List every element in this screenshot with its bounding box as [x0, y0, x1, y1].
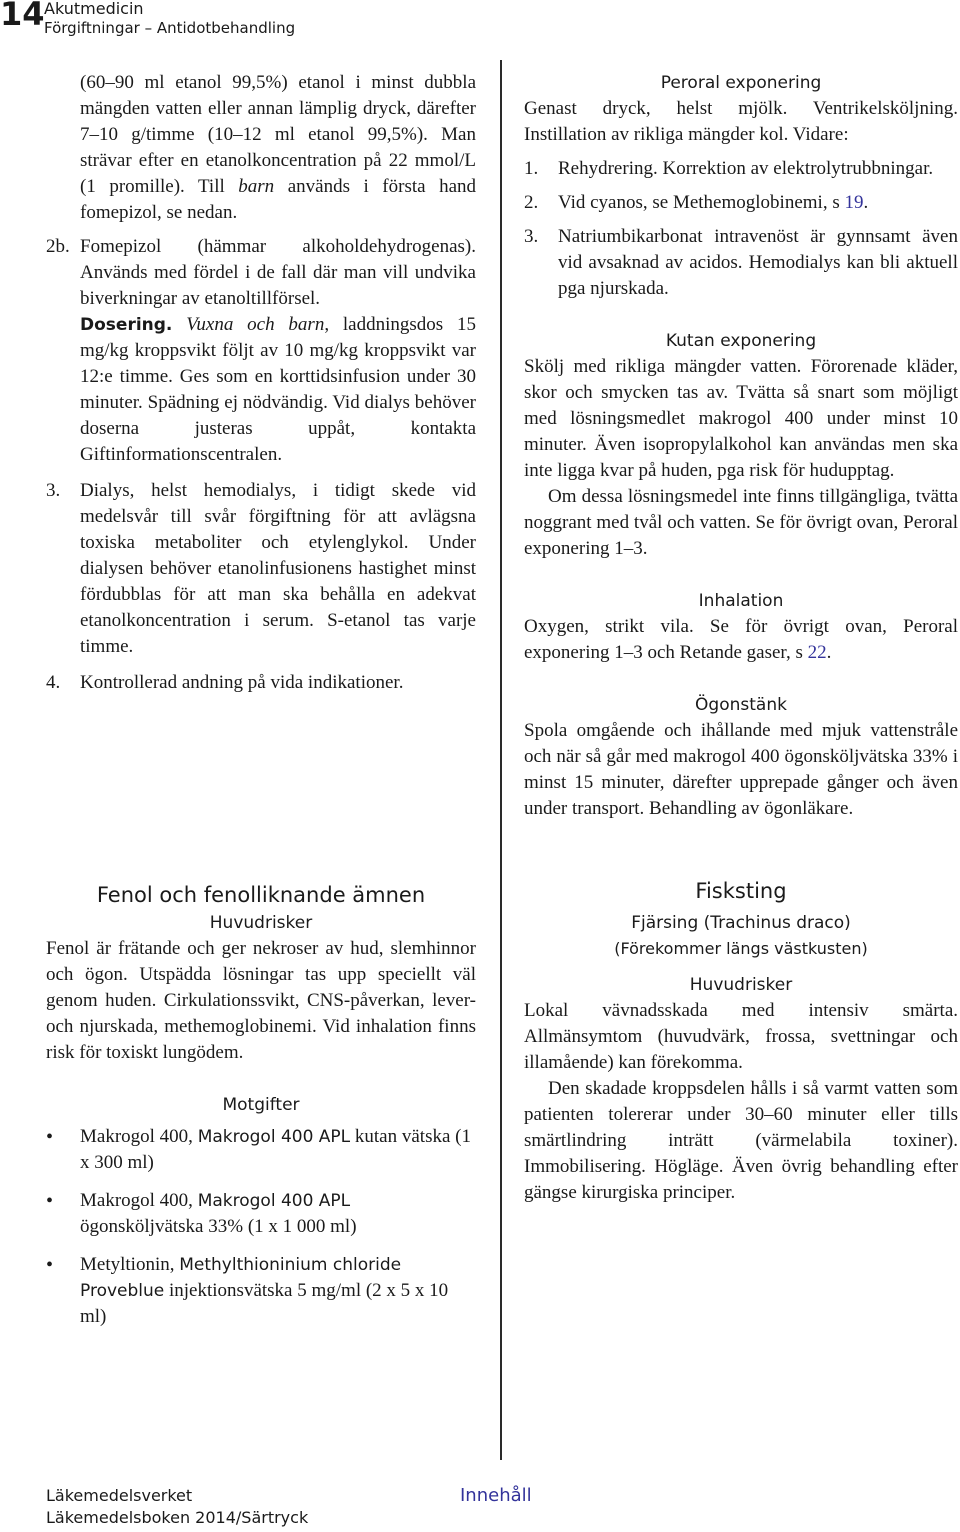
- huvudrisker-2-text: Lokal vävnadsskada med intensiv smärta. Allmänsymtom (huvudvärk, frossa, svettningar och illamående) kan förekomma.: [524, 1000, 958, 1073]
- kutan-text-2: Om dessa lösningsmedel inte finns tillgängliga, tvätta noggrant med tvål och vatten. Se för övrigt ovan, Peroral exponering 1–3.: [524, 486, 958, 559]
- running-header-subsection: Förgiftningar – Antidotbehandling: [44, 19, 296, 37]
- fjarsing-heading: Fjärsing (Trachinus draco): [631, 913, 851, 933]
- peroral-item-3: 3. Natriumbikarbonat intravenöst är gynnsamt även vid avsaknad av acidos. Hemodialys kan bli aktuell pga njurskada.: [524, 226, 958, 299]
- page-link-19[interactable]: 19: [844, 192, 864, 213]
- left-column: [46, 70, 477, 696]
- peroral-heading: Peroral exponering: [660, 73, 822, 93]
- list-item-3: 3. Dialys, helst hemodialys, i tidigt skede vid medelsvår till svår förgiftning för att avlägsna toxiska metaboliter och etylenglykol. Under dialysen behöver etanolinfusionens hastighet minst fördubblas för att man ska behålla en adekvat etanolkoncentration i serum. S-etanol tas varje timme.: [46, 480, 476, 657]
- bullet-icon: •: [46, 1190, 54, 1212]
- antidote-item: • Makrogol 400, Makrogol 400 APL kutan vätska (1 x 300 ml): [46, 1124, 476, 1176]
- list-item-4: 4. Kontrollerad andning på vida indikationer.: [46, 672, 404, 693]
- footer-edition: Läkemedelsboken 2014/Särtryck: [46, 1508, 309, 1527]
- page-link-22[interactable]: 22: [807, 642, 827, 663]
- huvudrisker-2-text-2: Den skadade kroppsdelen hålls i så varmt vatten som patienten tolererar under 30–60 minuter eller tills smärtlindring inträtt (värmelabila toxiner). Immobilisering. Högläge. Även övrig behandling efter gängse kirurgiska principer.: [524, 1078, 958, 1203]
- footer-publisher: Läkemedelsverket: [46, 1486, 193, 1505]
- right-column: [524, 70, 958, 1206]
- ogonstank-heading: Ögonstänk: [695, 695, 787, 715]
- ogonstank-text: Spola omgående och ihållande med mjuk vattenstråle och när så går med makrogol 400 ögonsköljvätska 33% i minst 15 minuter, därefter upprepade gånger och även under transport. Behandling av ögonläkare.: [524, 720, 958, 819]
- antidote-item: • Makrogol 400, Makrogol 400 APL ögonsköljvätska 33% (1 x 1 000 ml): [46, 1188, 476, 1240]
- page-number: 14: [0, 0, 45, 33]
- huvudrisker-heading: Huvudrisker: [209, 913, 313, 933]
- bullet-icon: •: [46, 1126, 54, 1148]
- running-header-section: Akutmedicin: [44, 0, 144, 18]
- fenol-heading: Fenol och fenolliknande ämnen: [96, 883, 426, 907]
- inhalation-text: Oxygen, strikt vila. Se för övrigt ovan, Peroral exponering 1–3 och Retande gaser, s 22.: [524, 616, 958, 663]
- peroral-item-2: 2. Vid cyanos, se Methemoglobinemi, s 19.: [524, 192, 869, 213]
- antidote-item: • Metyltionin, Methylthioninium chloride Proveblue injektionsvätska 5 mg/ml (2 x 5 x 10 ml): [46, 1252, 476, 1330]
- toc-link[interactable]: Innehåll: [460, 1485, 532, 1506]
- kutan-heading: Kutan exponering: [665, 331, 817, 351]
- continuation-paragraph: (60–90 ml etanol 99,5%) etanol i minst dubbla mängden vatten eller annan lämplig dryck, därefter 7–10 g/timme (10–12 ml etanol 99,5%). Man strävar efter en etanolkoncentration på 22 mmol/L (1 promille). Till barn används i första hand fomepizol, se nedan.: [80, 72, 477, 223]
- huvudrisker-2-heading: Huvudrisker: [689, 975, 793, 995]
- column-divider: [500, 60, 502, 1460]
- kutan-text: Skölj med rikliga mängder vatten. Förorenade kläder, skor och smycken tas av. Tvätta så snart som möjligt med lösningsmedlet makrogol 400 under minst 10 minuter. Även isopropylalkohol kan användas men ska inte ligga kvar på huden, pga risk för hudupptag.: [524, 356, 958, 481]
- bullet-icon: •: [46, 1254, 54, 1276]
- fiskstring-heading: Fisksting: [695, 879, 787, 903]
- fjarsing-subtitle: (Förekommer längs västkusten): [614, 939, 868, 958]
- list-item-2b: 2b. Fomepizol (hämmar alkoholdehydrogenas). Används med fördel i de fall där man vill undvika biverkningar av etanoltillförsel. Dosering. Vuxna och barn, laddningsdos 15 mg/kg kroppsvikt följt av 10 mg/kg kroppsvikt var 12:e timme. Ges som en korttidsinfusion under 30 minuter. Spädning ej nödvändig. Vid dialys behöver doserna justeras uppåt, kontakta Giftinformationscentralen.: [46, 234, 476, 468]
- motgifter-heading: Motgifter: [222, 1095, 300, 1115]
- inhalation-heading: Inhalation: [698, 591, 784, 611]
- peroral-item-1: 1. Rehydrering. Korrektion av elektrolytrubbningar.: [524, 158, 934, 179]
- dosering-paragraph: Dosering. Vuxna och barn, laddningsdos 15 mg/kg kroppsvikt följt av 10 mg/kg kroppsvikt var 12:e timme. Ges som en korttidsinfusion under 30 minuter. Spädning ej nödvändig. Vid dialys behöver doserna justeras uppåt, kontakta Giftinformationscentralen.: [80, 314, 477, 465]
- huvudrisker-text: Fenol är frätande och ger nekroser av hud, slemhinnor och ögon. Utspädda lösningar tas upp speciellt väl genom huden. Cirkulationssvikt, CNS-påverkan, lever- och njurskada, methemoglobinemi. Vid inhalation finns risk för toxiskt lungödem.: [46, 938, 476, 1063]
- peroral-text: Genast dryck, helst mjölk. Ventrikelsköljning. Instillation av rikliga mängder kol. Vidare:: [524, 98, 958, 145]
- fenol-section: [46, 880, 476, 1330]
- item-2b-text: Fomepizol (hämmar alkoholdehydrogenas). Används med fördel i de fall där man vill undvika biverkningar av etanoltillförsel.: [80, 236, 476, 309]
